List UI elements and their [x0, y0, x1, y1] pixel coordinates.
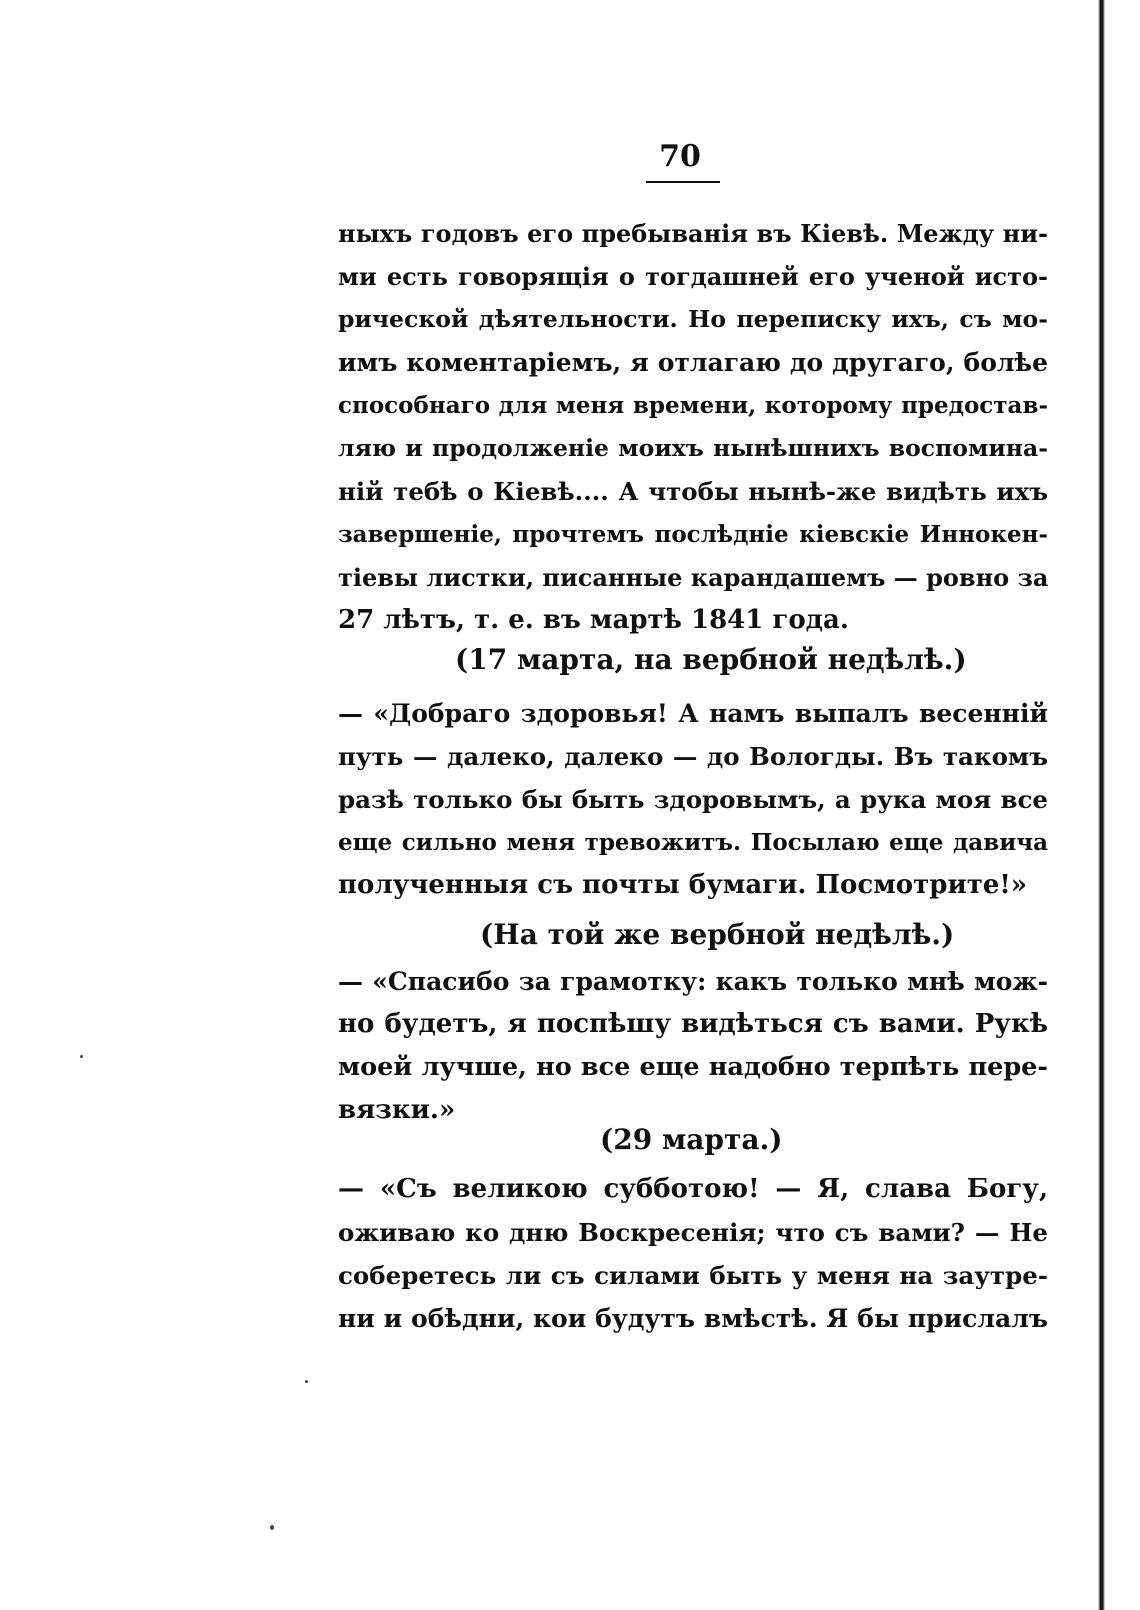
- text-line: моей лучше, но все еще надобно терпѣть пере-: [338, 1052, 1048, 1082]
- text-line: но будетъ, я поспѣшу видѣться съ вами. Рукѣ: [338, 1009, 1048, 1039]
- text-line: тіевы листки, писанные карандашемъ — ровно за: [338, 563, 1049, 592]
- text-line: оживаю ко дню Воскресенія; что съ вами? — Не: [338, 1218, 1048, 1247]
- paragraph-3: [338, 960, 1048, 1132]
- text-line: ни и обѣдни, кои будутъ вмѣстѣ. Я бы прислалъ: [338, 1304, 1048, 1333]
- text-line: вязки.»: [338, 1095, 456, 1125]
- text-line: путь — далеко, далеко — до Вологды. Въ такомъ: [338, 742, 1048, 771]
- page-number-rule: [646, 181, 720, 183]
- paragraph-1: [338, 212, 1048, 642]
- text-line: — «Спасибо за грамотку: какъ только мнѣ мож-: [338, 967, 1048, 996]
- paragraph-4: [338, 1168, 1048, 1340]
- text-line: 27 лѣтъ, т. е. въ мартѣ 1841 года.: [338, 605, 849, 635]
- letter-date-heading: (На той же вербной недѣлѣ.): [480, 918, 955, 951]
- letter-date-heading: (29 марта.): [600, 1123, 783, 1156]
- letter-date-heading: (17 марта, на вербной недѣлѣ.): [455, 643, 967, 676]
- text-line: — «Добраго здоровья! А намъ выпалъ весенній: [338, 699, 1048, 728]
- text-line: ній тебѣ о Кіевѣ.... А чтобы нынѣ-же видѣть ихъ: [338, 477, 1048, 506]
- page-number: 70: [659, 139, 701, 174]
- text-line: разѣ только бы быть здоровымъ, а рука моя все: [338, 785, 1048, 814]
- text-line: полученныя съ почты бумаги. Посмотрите!»: [338, 870, 1028, 900]
- text-line: ми есть говорящія о тогдашней его ученой исто-: [338, 262, 1048, 291]
- text-line: еще сильно меня тревожитъ. Посылаю еще давича: [338, 829, 1048, 856]
- text-line: — «Съ великою субботою! — Я, слава Богу,: [338, 1174, 1048, 1204]
- text-line: имъ коментаріемъ, я отлагаю до другаго, болѣе: [338, 348, 1048, 377]
- print-speck: [80, 1055, 83, 1058]
- print-speck: [305, 1380, 308, 1383]
- print-speck: [270, 1525, 274, 1530]
- text-line: соберетесь ли съ силами быть у меня на заутре-: [338, 1261, 1048, 1290]
- binding-edge-shadow: [1098, 0, 1105, 1610]
- text-line: способнаго для меня времени, которому предостав-: [338, 392, 1048, 419]
- text-line: ныхъ годовъ его пребыванія въ Кіевѣ. Между ни-: [338, 219, 1048, 248]
- paragraph-2: [338, 692, 1048, 907]
- text-line: рической дѣятельности. Но переписку ихъ, съ мо-: [338, 305, 1048, 333]
- text-line: ляю и продолженіе моихъ нынѣшнихъ воспомина-: [338, 434, 1048, 462]
- text-line: завершеніе, прочтемъ послѣдніе кіевскіе Иннокен-: [338, 521, 1048, 548]
